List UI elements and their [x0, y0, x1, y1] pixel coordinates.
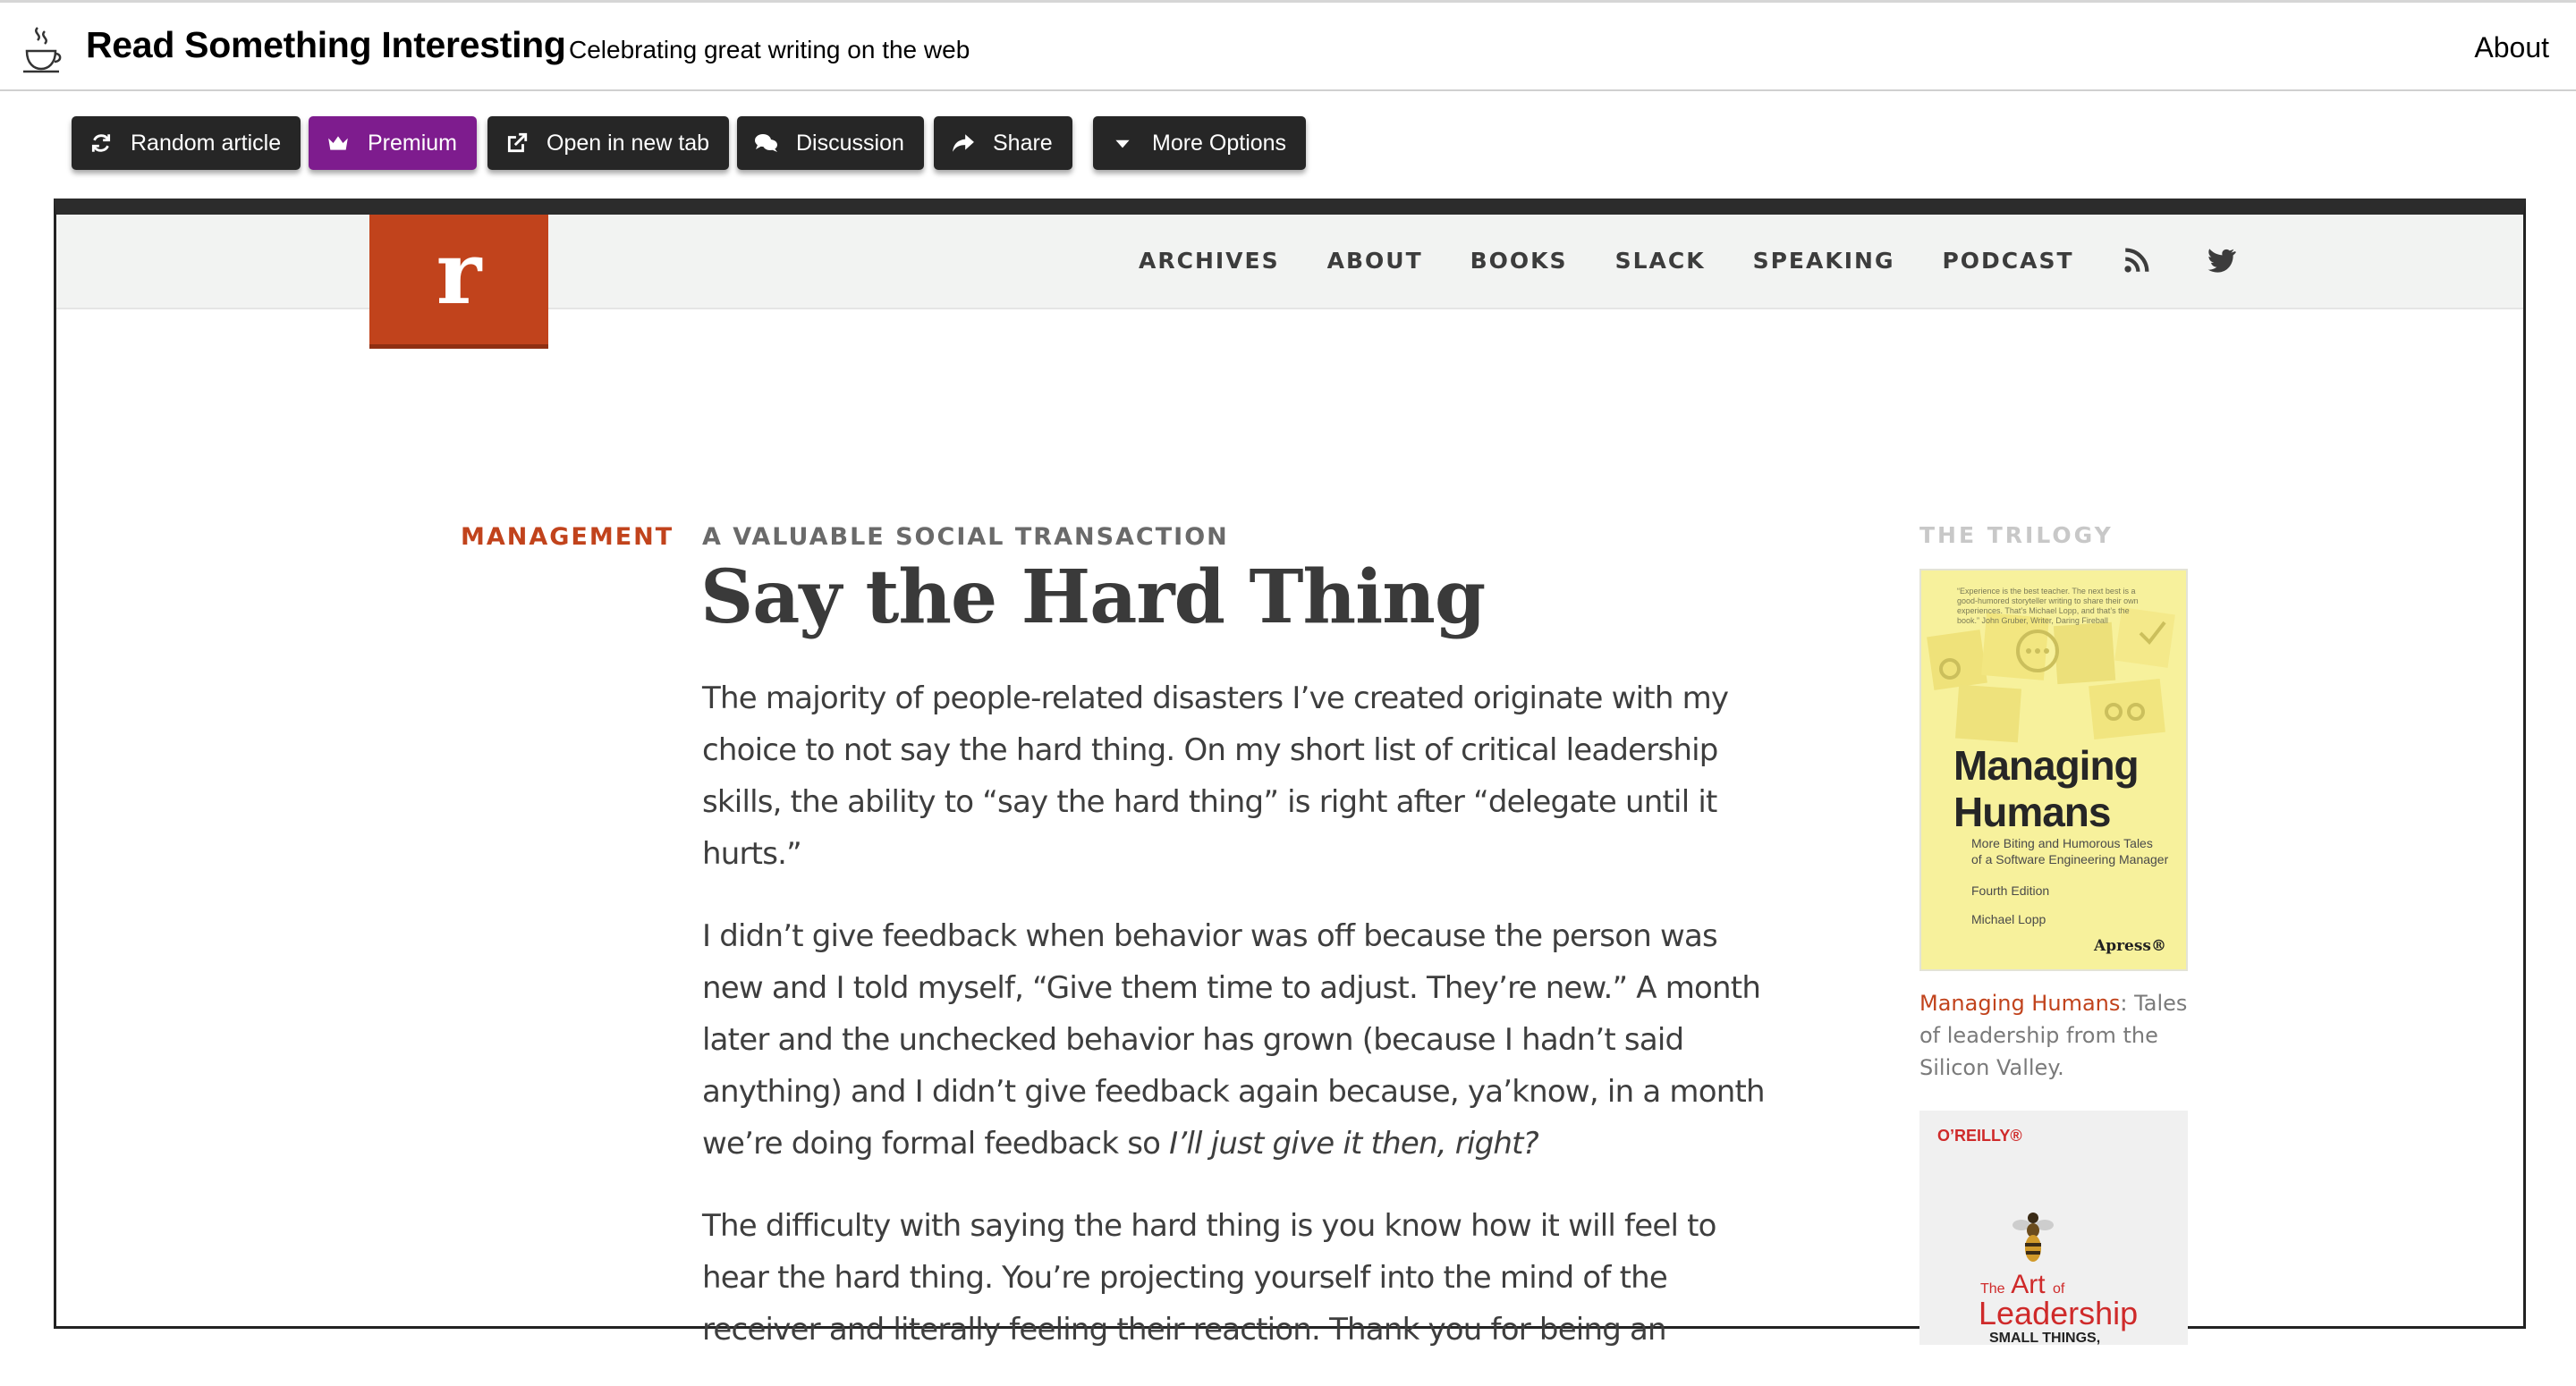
bee-icon: [2012, 1209, 2054, 1266]
cover-title: [1953, 742, 2139, 835]
nav-speaking[interactable]: SPEAKING: [1752, 247, 1895, 274]
cover-quote-text: “Experience is the best teacher. The next best is a good-humored storyteller writing to share their own experiences. That’s Michael Lopp, and that’s the book.”: [1957, 587, 2139, 625]
book1-caption-text: : Tales of leadership from the Silicon Valley.: [1919, 991, 2188, 1080]
random-article-button[interactable]: [72, 116, 301, 170]
premium-label: Premium: [368, 130, 458, 156]
share-arrow-icon: [952, 131, 975, 155]
trilogy-heading: THE TRILOGY: [1919, 522, 2114, 548]
paragraph-3: The difficulty with saying the hard thing is you know how it will feel to hear the hard thing. You’re projecting yourself into the mind of the receiver and literally feeling their reaction. Thank you for being an: [702, 1208, 1716, 1348]
paragraph-2-italic: I’ll just give it then, right?: [1169, 1126, 1538, 1162]
cover-edition: Fourth Edition: [1971, 883, 2050, 898]
nav-slack[interactable]: SLACK: [1614, 247, 1706, 274]
nav-podcast[interactable]: PODCAST: [1942, 247, 2074, 274]
caret-down-icon: [1111, 131, 1134, 155]
paragraph-2-text: I didn’t give feedback when behavior was off because the person was new and I told myself, “Give them time to adjust. They’re new.” A month later and the unchecked behavior has grown (because I hadn’t said anything) and I didn’t give feedback again because, ya’know, in a month we’re doing formal feedback so: [702, 918, 1765, 1162]
site-title[interactable]: Read Something Interesting: [86, 24, 566, 65]
article-body: [702, 672, 1775, 1386]
top-bar: [0, 0, 2576, 91]
discussion-button[interactable]: [737, 116, 924, 170]
article-frame[interactable]: [54, 199, 2526, 1348]
cover2-art: Art: [2011, 1270, 2046, 1299]
sticky-notes-illustration: [1921, 606, 2190, 749]
cover-quote: [1957, 587, 2154, 626]
discussion-label: Discussion: [796, 130, 904, 156]
site-tagline: Celebrating great writing on the web: [569, 36, 970, 63]
premium-button[interactable]: [309, 116, 477, 170]
oreilly-logo: O’REILLY®: [1937, 1127, 2022, 1145]
open-new-tab-label: Open in new tab: [547, 130, 710, 156]
rss-icon[interactable]: [2122, 245, 2152, 275]
cover-author: Michael Lopp: [1971, 912, 2046, 926]
managing-humans-cover[interactable]: [1919, 569, 2188, 971]
nav-books[interactable]: BOOKS: [1470, 247, 1568, 274]
embedded-nav-links: [1139, 245, 2290, 275]
about-link[interactable]: About: [2474, 31, 2549, 63]
cover-subtitle-line1: More Biting and Humorous Tales: [1971, 836, 2153, 850]
more-options-button[interactable]: [1093, 116, 1306, 170]
cover-subtitle: [1971, 835, 2168, 867]
twitter-icon[interactable]: [2206, 245, 2236, 275]
art-of-leadership-cover[interactable]: [1919, 1111, 2188, 1345]
share-button[interactable]: [934, 116, 1072, 170]
share-label: Share: [993, 130, 1053, 156]
cover-title-line1: Managing: [1953, 742, 2139, 789]
nav-archives[interactable]: ARCHIVES: [1139, 247, 1280, 274]
nav-about[interactable]: ABOUT: [1326, 247, 1423, 274]
paragraph-2: [702, 910, 1775, 1170]
cover2-subtitle: SMALL THINGS,: [1989, 1331, 2101, 1346]
crown-icon: [326, 131, 350, 155]
cover2-the: The: [1980, 1281, 2005, 1297]
paragraph-1: The majority of people-related disasters I’ve created originate with my choice to not say the hard thing. On my short list of critical leadership skills, the ability to “say the hard thing” is right after “delegate until it hurts.”: [702, 680, 1729, 872]
cover2-of: of: [2052, 1281, 2065, 1297]
cover2-title-leadership: Leadership: [1979, 1295, 2139, 1331]
coffee-cup-icon[interactable]: [20, 24, 63, 74]
cover-publisher: Apress®: [2094, 937, 2166, 955]
rands-logo[interactable]: r: [369, 215, 548, 349]
random-article-label: Random article: [131, 130, 282, 156]
cover-quote-author: John Gruber, Writer, Daring Fireball: [1981, 616, 2108, 625]
refresh-icon: [89, 131, 113, 155]
article-kicker: A VALUABLE SOCIAL TRANSACTION: [702, 523, 1229, 551]
book1-caption: [1919, 987, 2188, 1084]
cover-title-line2: Humans: [1953, 789, 2111, 835]
article-category[interactable]: MANAGEMENT: [461, 523, 674, 551]
more-options-label: More Options: [1152, 130, 1287, 156]
external-link-icon: [505, 131, 529, 155]
managing-humans-link[interactable]: Managing Humans: [1919, 991, 2121, 1016]
cover-subtitle-line2: of a Software Engineering Manager: [1971, 852, 2169, 866]
article-title: Say the Hard Thing: [700, 554, 1486, 640]
chat-bubbles-icon: [755, 131, 778, 155]
open-new-tab-button[interactable]: [487, 116, 729, 170]
